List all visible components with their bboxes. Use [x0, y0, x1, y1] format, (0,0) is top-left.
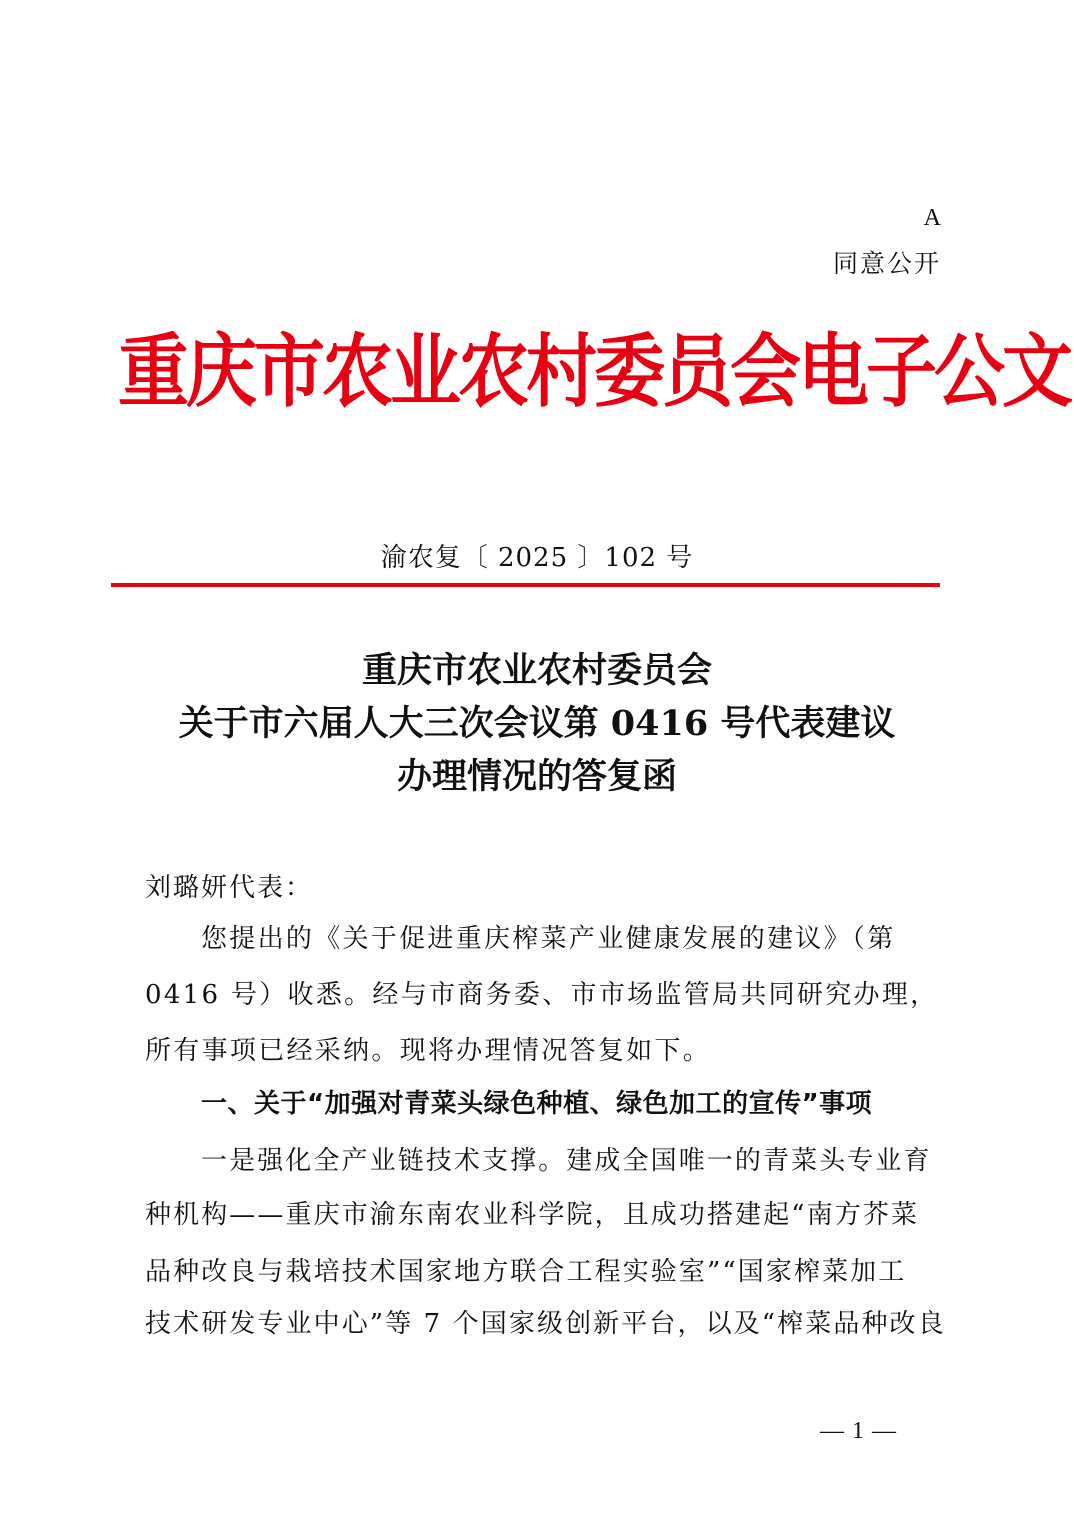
- level-marker: A: [923, 205, 941, 231]
- title-line-1: 重庆市农业农村委员会: [361, 650, 712, 691]
- section-body-line: 种机构——重庆市渝东南农业科学院，且成功搭建起“南方芥菜: [145, 1200, 920, 1230]
- section-body-line: 一是强化全产业链技术支撑。建成全国唯一的青菜头专业育: [201, 1146, 932, 1176]
- section-body-line: 技术研发专业中心”等 7 个国家级创新平台，以及“榨菜品种改良: [145, 1309, 946, 1339]
- body-line: 0416 号）收悉。经与市商务委、市市场监管局共同研究办理，: [145, 980, 939, 1010]
- disclosure-status: 同意公开: [832, 249, 941, 278]
- section-heading: 一、关于“加强对青菜头绿色种植、绿色加工的宣传”事项: [201, 1089, 873, 1119]
- title-line-3: 办理情况的答复函: [396, 756, 677, 797]
- salutation: 刘璐妍代表：: [145, 873, 314, 903]
- body-line: 所有事项已经采纳。现将办理情况答复如下。: [145, 1036, 712, 1066]
- masthead-title: 重庆市农业农村委员会电子公文: [118, 324, 1071, 418]
- section-body-line: 品种改良与栽培技术国家地方联合工程实验室”“国家榨菜加工: [145, 1257, 907, 1287]
- red-divider-rule: [111, 583, 940, 587]
- body-line: 您提出的《关于促进重庆榨菜产业健康发展的建议》（第: [201, 924, 896, 954]
- document-number: 渝农复〔 2025 〕102 号: [380, 543, 694, 573]
- title-line-2: 关于市六届人大三次会议第 0416 号代表建议: [178, 703, 896, 744]
- page-number: — 1 —: [820, 1418, 897, 1444]
